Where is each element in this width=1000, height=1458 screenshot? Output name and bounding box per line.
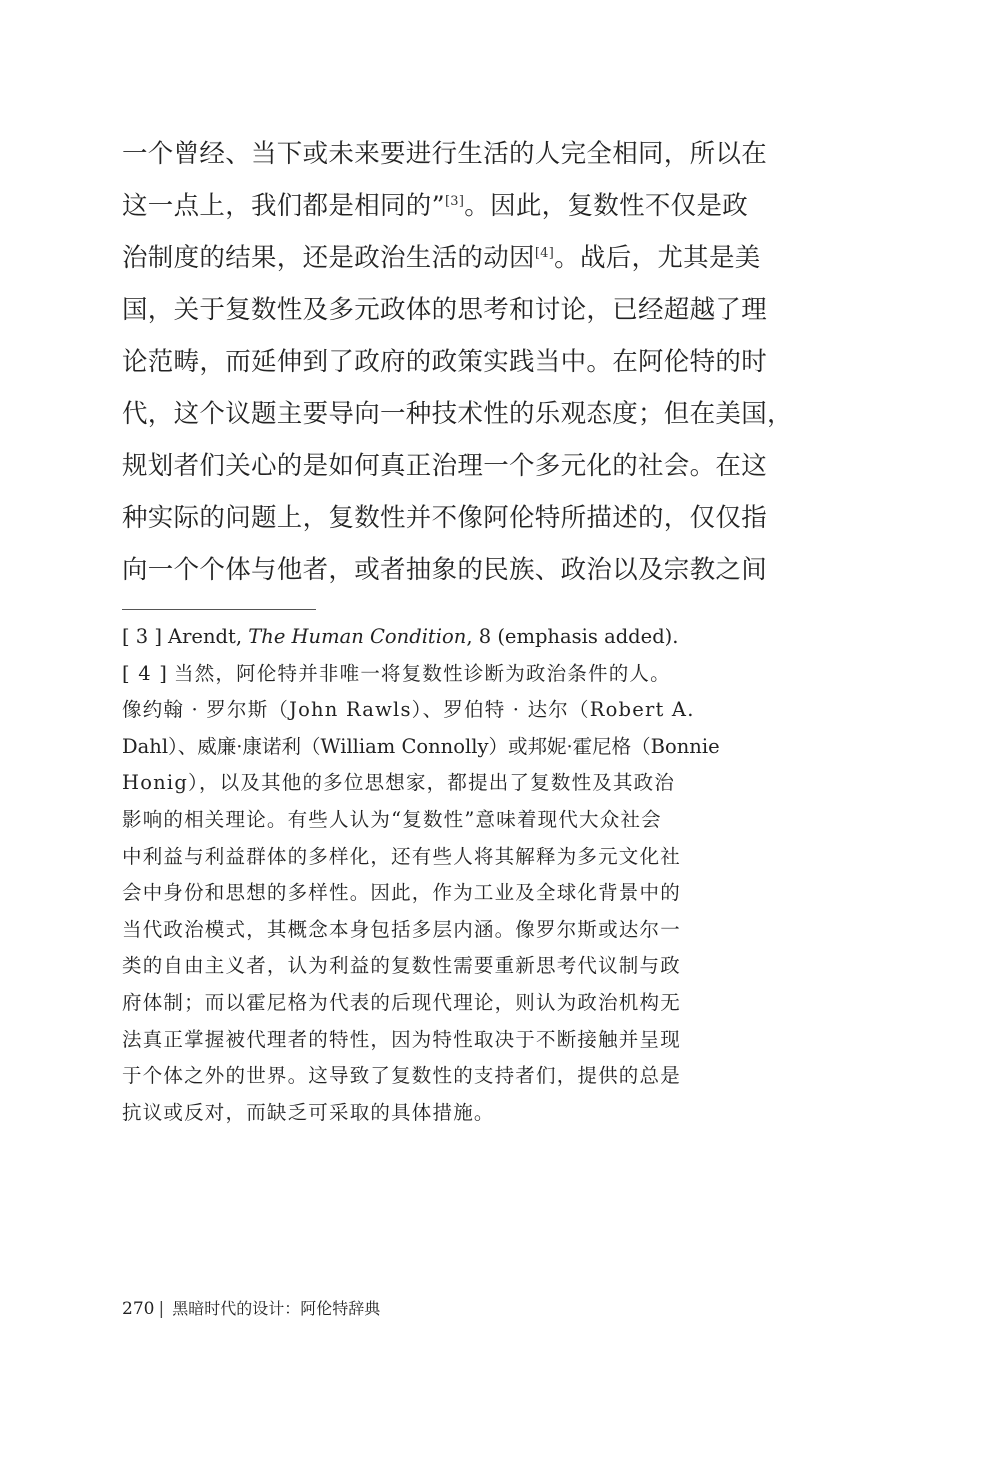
footnote-4-line-9: 类的自由主义者，认为利益的复数性需要重新思考代议制与政 (122, 954, 681, 978)
body-line-2-start: 这一点上，我们都是相同的” (122, 191, 445, 221)
body-line-6: 代，这个议题主要导向一种技术性的乐观态度；但在美国， (122, 399, 793, 429)
page-number: 270 (122, 1299, 155, 1319)
body-line-1: 一个曾经、当下或未来要进行生活的人完全相同，所以在 (122, 139, 768, 169)
footnote-ref-4[interactable]: [4] (534, 246, 555, 261)
footnote-4-line-11: 法真正掌握被代理者的特性，因为特性取决于不断接触并呈现 (122, 1027, 681, 1051)
footnote-4-text-1: 当然，阿伦特并非唯一将复数性诊断为政治条件的人。 (174, 661, 671, 685)
body-line-9: 向一个个体与他者，或者抽象的民族、政治以及宗教之间 (122, 555, 768, 585)
body-line-5: 论范畴，而延伸到了政府的政策实践当中。在阿伦特的时 (122, 347, 768, 377)
footer-separator: | (158, 1299, 165, 1319)
footnote-4-line-5: 影响的相关理论。有些人认为“复数性”意味着现代大众社会 (122, 807, 662, 831)
footnote-3-mark: [ 3 ] (122, 625, 163, 648)
footnote-4-line-7: 会中身份和思想的多样性。因此，作为工业及全球化背景中的 (122, 881, 681, 905)
footnote-4-mark: [ 4 ] (122, 661, 169, 685)
body-line-2 (122, 180, 762, 232)
footnote-4-line-13: 抗议或反对，而缺乏可采取的具体措施。 (122, 1100, 495, 1124)
footnote-4-line-2: 像约翰 · 罗尔斯（John Rawls）、罗伯特 · 达尔（Robert A. (122, 698, 695, 722)
footnote-3-rest: , 8 (emphasis added). (466, 625, 679, 648)
running-book-title: 黑暗时代的设计：阿伦特辞典 (172, 1299, 381, 1318)
footnote-4-line-12: 于个体之外的世界。这导致了复数性的支持者们，提供的总是 (122, 1064, 681, 1088)
footnote-4-line-4: Honig），以及其他的多位思想家，都提出了复数性及其政治 (122, 771, 676, 795)
body-line-3-end: 。战后，尤其是美 (554, 243, 761, 273)
page-footer (122, 1298, 380, 1320)
footnotes-section (122, 619, 762, 1131)
footnote-4-line-1 (122, 656, 762, 693)
body-line-3-start: 治制度的结果，还是政治生活的动因 (122, 243, 535, 273)
footnote-ref-3[interactable]: [3] (444, 194, 465, 209)
footnote-3-author: Arendt, (168, 625, 249, 648)
body-line-7: 规划者们关心的是如何真正治理一个多元化的社会。在这 (122, 451, 768, 481)
main-body-text (122, 128, 793, 596)
footnote-4-line-3: Dahl）、威廉·康诺利（William Connolly）或邦妮·霍尼格（Bonnie (122, 734, 720, 758)
footnote-3-book-title: The Human Condition (248, 625, 467, 648)
body-line-3 (122, 232, 762, 284)
body-line-8: 种实际的问题上，复数性并不像阿伦特所描述的，仅仅指 (122, 503, 768, 533)
body-line-2-end: 。因此，复数性不仅是政 (464, 191, 749, 221)
footnote-separator-rule (122, 609, 316, 610)
footnote-3 (122, 619, 762, 656)
footnote-4-line-8: 当代政治模式，其概念本身包括多层内涵。像罗尔斯或达尔一 (122, 917, 681, 941)
footnote-4-line-6: 中利益与利益群体的多样化，还有些人将其解释为多元文化社 (122, 844, 681, 868)
body-line-4: 国，关于复数性及多元政体的思考和讨论，已经超越了理 (122, 295, 768, 325)
footnote-4-line-10: 府体制；而以霍尼格为代表的后现代理论，则认为政治机构无 (122, 990, 681, 1014)
